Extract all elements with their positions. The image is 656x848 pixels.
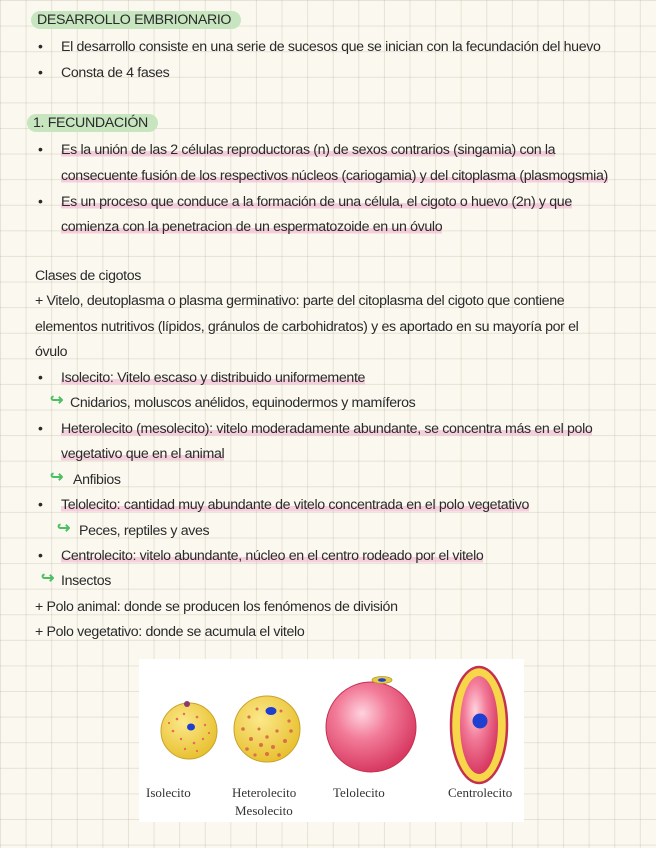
caption-heterolecito: Heterolecito [232, 785, 297, 800]
caption-isolecito: Isolecito [146, 785, 191, 800]
fec-bullet-1-line-2 [61, 166, 608, 186]
centrolecito-line [61, 546, 483, 566]
bullet-dot: • [38, 141, 43, 157]
arrow-icon: ↪ [50, 469, 64, 486]
caption-centrolecito: Centrolecito [448, 785, 513, 800]
fec-bullet-2-line-2 [61, 217, 442, 237]
vitelo-line-2: elementos nutritivos (lípidos, gránulos de carbohidratos) y es aportado en su mayoría por el [35, 319, 579, 335]
heterolecito-line-2 [61, 444, 224, 464]
arrow-icon: ↪ [57, 520, 71, 537]
fec-bullet-1-line-1 [61, 140, 555, 160]
vitelo-line-1: + Vitelo, deutoplasma o plasma germinativo: parte del citoplasma del cigoto que contiene [35, 293, 565, 309]
fec-bullet-2-line-1 [61, 192, 572, 212]
bullet-dot: • [38, 369, 43, 385]
isolecito-cell [161, 701, 217, 759]
telolecito-line [61, 495, 529, 515]
intro-line-2: Consta de 4 fases [61, 65, 170, 81]
heading-fecundacion-text: 1. FECUNDACIÓN [27, 114, 158, 132]
isolecito-line [61, 368, 365, 388]
zygote-types-figure [139, 659, 524, 822]
telolecito-cell [326, 677, 416, 773]
arrow-icon: ↪ [50, 392, 64, 409]
isolecito-example: Cnidarios, moluscos anélidos, equinodermos y mamíferos [70, 395, 416, 411]
heading-desarrollo-text: DESARROLLO EMBRIONARIO [31, 11, 241, 29]
heterolecito-line-1-text: Heterolecito (mesolecito): vitelo moderadamente abundante, se concentra más en el polo [61, 421, 593, 437]
bullet-dot: • [38, 193, 43, 209]
heterolecito-cell [234, 696, 300, 762]
bullet-dot: • [38, 64, 43, 80]
heading-desarrollo [31, 10, 241, 30]
heterolecito-line-2-text: vegetativo que en el animal [61, 446, 225, 462]
fec-bullet-1-line-1-text: Es la unión de las 2 células reproductoras (n) de sexos contrarios (singamia) con la [61, 142, 556, 158]
polo-animal-line: + Polo animal: donde se producen los fenómenos de división [35, 599, 398, 615]
fec-bullet-1-line-2-text: consecuente fusión de los respectivos núcleos (cariogamia) y del citoplasma (plasmogsmia) [61, 168, 608, 184]
caption-mesolecito: Mesolecito [235, 803, 293, 818]
vitelo-line-3: óvulo [35, 344, 68, 360]
clases-title: Clases de cigotos [35, 268, 142, 284]
fec-bullet-2-line-2-text: comienza con la penetracion de un espermatozoide en un óvulo [61, 219, 443, 235]
arrow-icon: ↪ [41, 570, 55, 587]
centrolecito-example: Insectos [61, 573, 112, 589]
fec-bullet-2-line-1-text: Es un proceso que conduce a la formación de una célula, el cigoto o huevo (2n) y que [61, 194, 572, 210]
intro-line-1: El desarrollo consiste en una serie de sucesos que se inician con la fecundación del huevo [61, 39, 601, 55]
bullet-dot: • [38, 38, 43, 54]
bullet-dot: • [38, 496, 43, 512]
caption-telolecito: Telolecito [333, 785, 385, 800]
heterolecito-line-1 [61, 419, 592, 439]
telolecito-example: Peces, reptiles y aves [79, 523, 210, 539]
bullet-dot: • [38, 420, 43, 436]
centrolecito-cell [451, 667, 507, 783]
centrolecito-text: Centrolecito: vitelo abundante, núcleo en el centro rodeado por el vitelo [61, 548, 484, 564]
telolecito-text: Telolecito: cantidad muy abundante de vitelo concentrada en el polo vegetativo [61, 497, 530, 513]
bullet-dot: • [38, 547, 43, 563]
polo-vegetativo-line: + Polo vegetativo: donde se acumula el vitelo [35, 624, 305, 640]
isolecito-text: Isolecito: Vitelo escaso y distribuido uniformemente [61, 370, 366, 386]
heterolecito-example: Anfibios [73, 472, 121, 488]
heading-fecundacion [27, 113, 158, 133]
